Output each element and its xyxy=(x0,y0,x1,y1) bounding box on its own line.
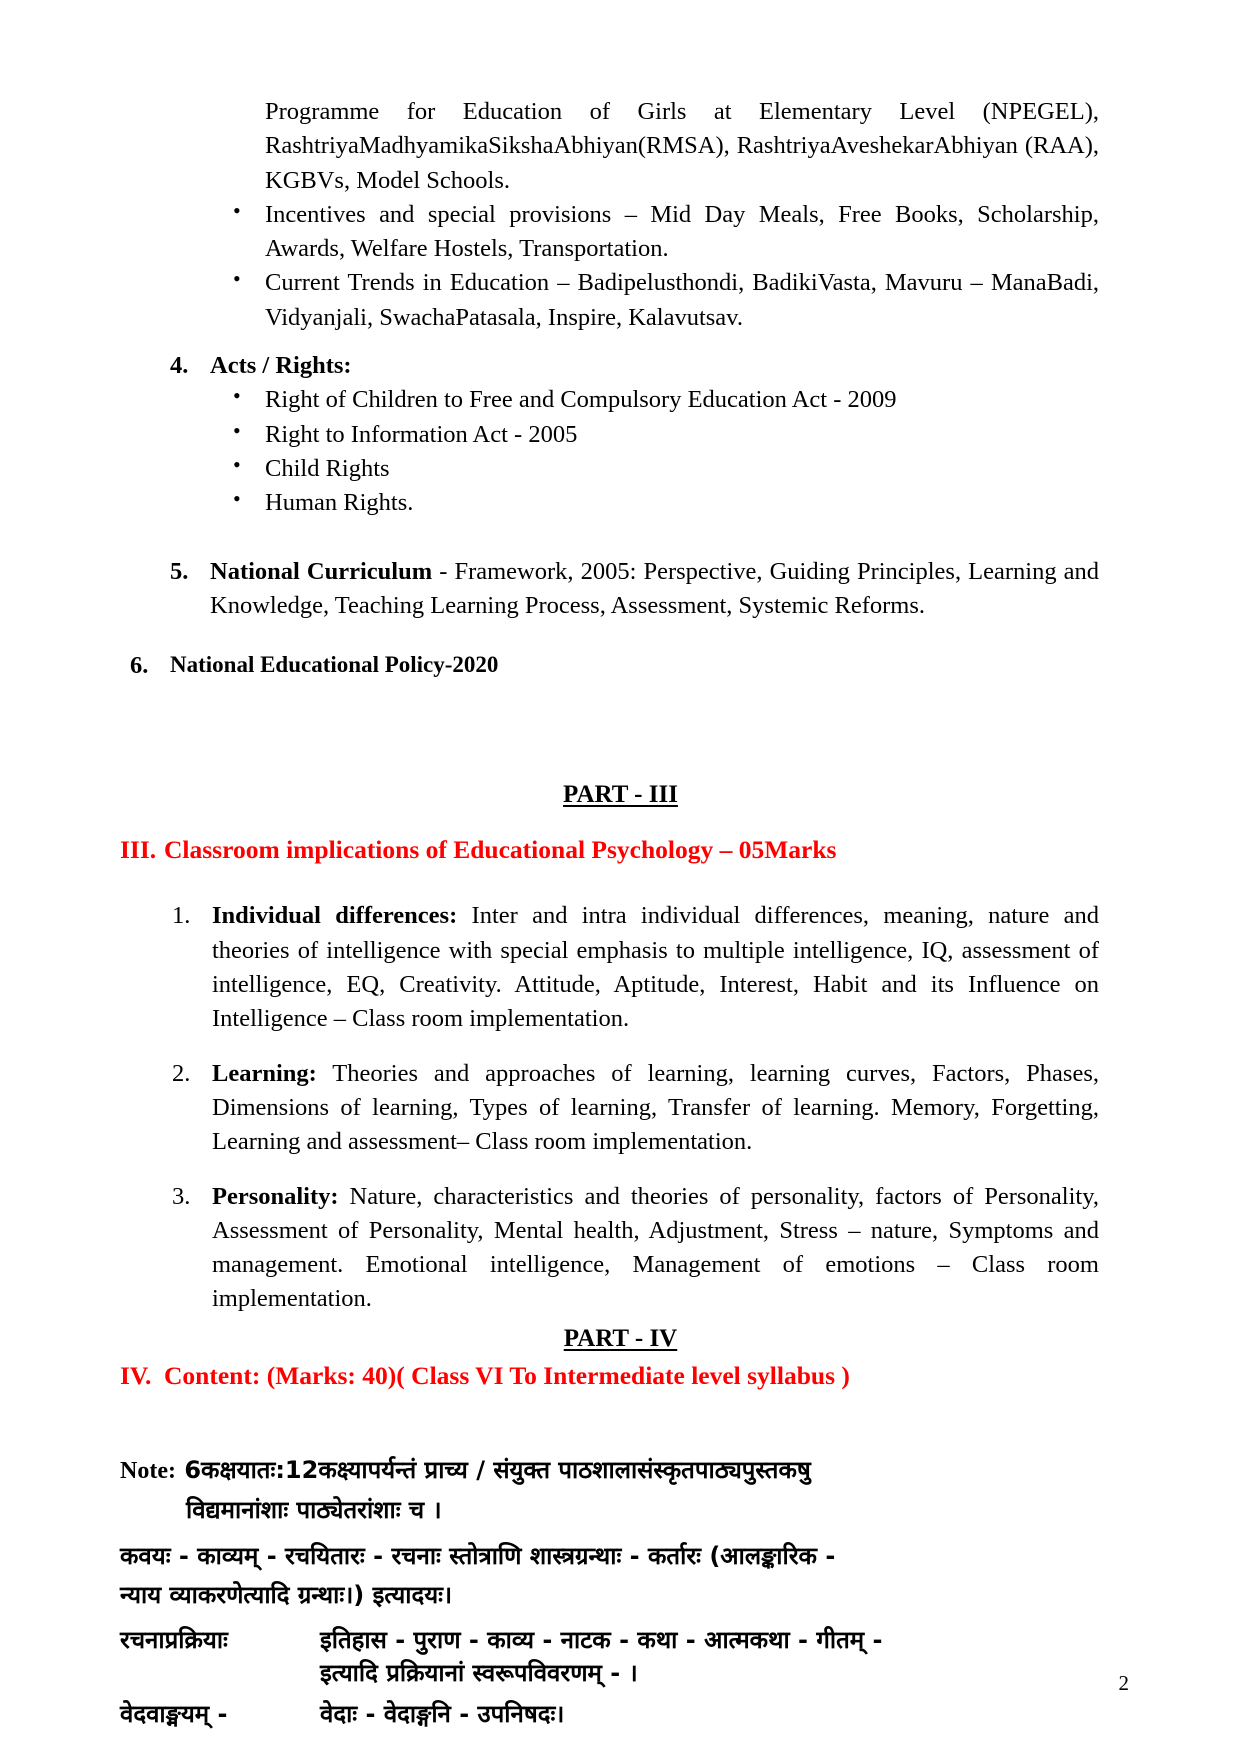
part-4-heading xyxy=(120,1325,1121,1353)
item-marker: 3. xyxy=(172,1182,191,1210)
part-4-heading-text: PART - IV xyxy=(563,1324,678,1352)
list-item: • Right to Information Act - 2005 xyxy=(265,418,1099,452)
item-title: National Educational Policy-2020 xyxy=(170,652,499,678)
acts-rights-bullet-list xyxy=(120,383,1121,520)
item-marker: 4. xyxy=(170,352,189,380)
top-bullet-list xyxy=(120,198,1121,335)
row-key: रचनाप्रक्रियाः xyxy=(120,1626,228,1655)
section-4-heading xyxy=(120,1361,1121,1391)
psych-item-3 xyxy=(172,1180,1099,1317)
item-title: Learning: xyxy=(212,1059,317,1087)
page-number: 2 xyxy=(1118,1671,1129,1695)
list-item: • Child Rights xyxy=(265,452,1099,486)
item-title: Personality: xyxy=(212,1182,339,1210)
list-item: • Current Trends in Education – Badipelusthondi, BadikiVasta, Mavuru – ManaBadi, Vidyanjali, SwachaPatasala, Inspire, Kalavutsav. xyxy=(265,266,1099,335)
item-marker: 6. xyxy=(130,652,149,680)
item-body xyxy=(212,1057,1099,1160)
sanskrit-row-veda xyxy=(120,1697,1121,1730)
item-title: Acts / Rights: xyxy=(210,352,352,380)
item-title: Individual differences: xyxy=(212,902,458,930)
section-4-number: IV. xyxy=(120,1360,152,1390)
section-4-title: Content: (Marks: 40)( Class VI To Intermediate level syllabus ) xyxy=(164,1360,850,1390)
note-line-2: विद्यमानांशाः पाठ्येतरांशाः च । xyxy=(186,1495,442,1524)
part-3-heading-text: PART - III xyxy=(563,781,678,809)
numbered-item-4 xyxy=(170,349,1099,383)
list-item: • Right of Children to Free and Compulsory Education Act - 2009 xyxy=(265,383,1099,417)
item-title: National Curriculum xyxy=(210,557,433,585)
item-marker: 2. xyxy=(172,1059,191,1087)
item-body xyxy=(212,1180,1099,1317)
sanskrit-row-rachana xyxy=(120,1623,1121,1689)
item-rest: Inter and intra individual differences, meaning, nature and theories of intelligence with special emphasis to multiple intelligence, IQ, assessment of intelligence, EQ, Creativity. Attitude, Aptitude, Interest, Habit and its Influence on Intelligence – Class room implementation. xyxy=(212,902,1099,1033)
row-value xyxy=(320,1697,1121,1730)
part-3-heading xyxy=(120,781,1121,809)
item-marker: 1. xyxy=(172,902,191,930)
continuation-paragraph: Programme for Education of Girls at Elementary Level (NPEGEL), RashtriyaMadhyamikaSikshaAbhiyan(RMSA), RashtriyaAveshekarAbhiyan (RAA), KGBVs, Model Schools. xyxy=(265,98,1099,194)
numbered-item-6 xyxy=(130,649,1099,683)
item-marker: 5. xyxy=(170,557,189,585)
list-item: • Human Rights. xyxy=(265,486,1099,520)
row-value-line-1: इतिहास - पुराण - काव्य - नाटक - कथा - आत्मकथा - गीतम् - xyxy=(320,1626,883,1655)
row-value-line-2: इत्यादि प्रक्रियानां स्वरूपविवरणम् - । xyxy=(320,1659,638,1688)
list-item: • Incentives and special provisions – Mid Day Meals, Free Books, Scholarship, Awards, Welfare Hostels, Transportation. xyxy=(265,198,1099,267)
item-rest: - Framework, 2005: Perspective, Guiding Principles, Learning and Knowledge, Teaching Learning Process, Assessment, Systemic Reforms. xyxy=(210,557,1100,619)
row-key: वेदवाङ्मयम् - xyxy=(120,1700,228,1729)
row-value-line-1: वेदाः - वेदाङ्गनि - उपनिषदः। xyxy=(320,1700,565,1729)
psych-item-2 xyxy=(172,1057,1099,1160)
numbered-item-5 xyxy=(170,555,1099,624)
note-line-1 xyxy=(120,1451,1121,1491)
psych-item-1 xyxy=(172,899,1099,1036)
item-rest: Theories and approaches of learning, learning curves, Factors, Phases, Dimensions of learning, Types of learning, Transfer of learning. Memory, Forgetting, Learning and assessment– Class room implementation. xyxy=(212,1059,1099,1156)
note-label: Note: xyxy=(120,1457,176,1484)
section-3-title: Classroom implications of Educational Psychology – 05Marks xyxy=(164,835,837,865)
item-rest: Nature, characteristics and theories of personality, factors of Personality, Assessment of Personality, Mental health, Adjustment, Stress – nature, Symptoms and management. Emotional intelligence, Management of emotions – Class room implementation. xyxy=(212,1182,1099,1313)
section-3-number: III. xyxy=(120,835,157,865)
item-body xyxy=(210,555,1099,624)
note-line-1-text: 6कक्षयातः:12कक्ष्यापर्यन्तं प्राच्य / संयुक्त पाठशालासंस्कृतपाठ्यपुस्तकषु xyxy=(184,1455,811,1484)
kavayah-line-2: न्याय व्याकरणेत्यादि ग्रन्थाः।) इत्यादयः। xyxy=(120,1581,453,1610)
row-value xyxy=(320,1623,1121,1689)
kavayah-line-1: कवयः - काव्यम् - रचयितारः - रचनाः स्तोत्राणि शास्त्रग्रन्थाः - कर्तारः (आलङ्कारिक - xyxy=(120,1542,836,1571)
section-3-heading xyxy=(120,835,1121,865)
item-body xyxy=(212,899,1099,1036)
sanskrit-note-block xyxy=(120,1451,1121,1530)
